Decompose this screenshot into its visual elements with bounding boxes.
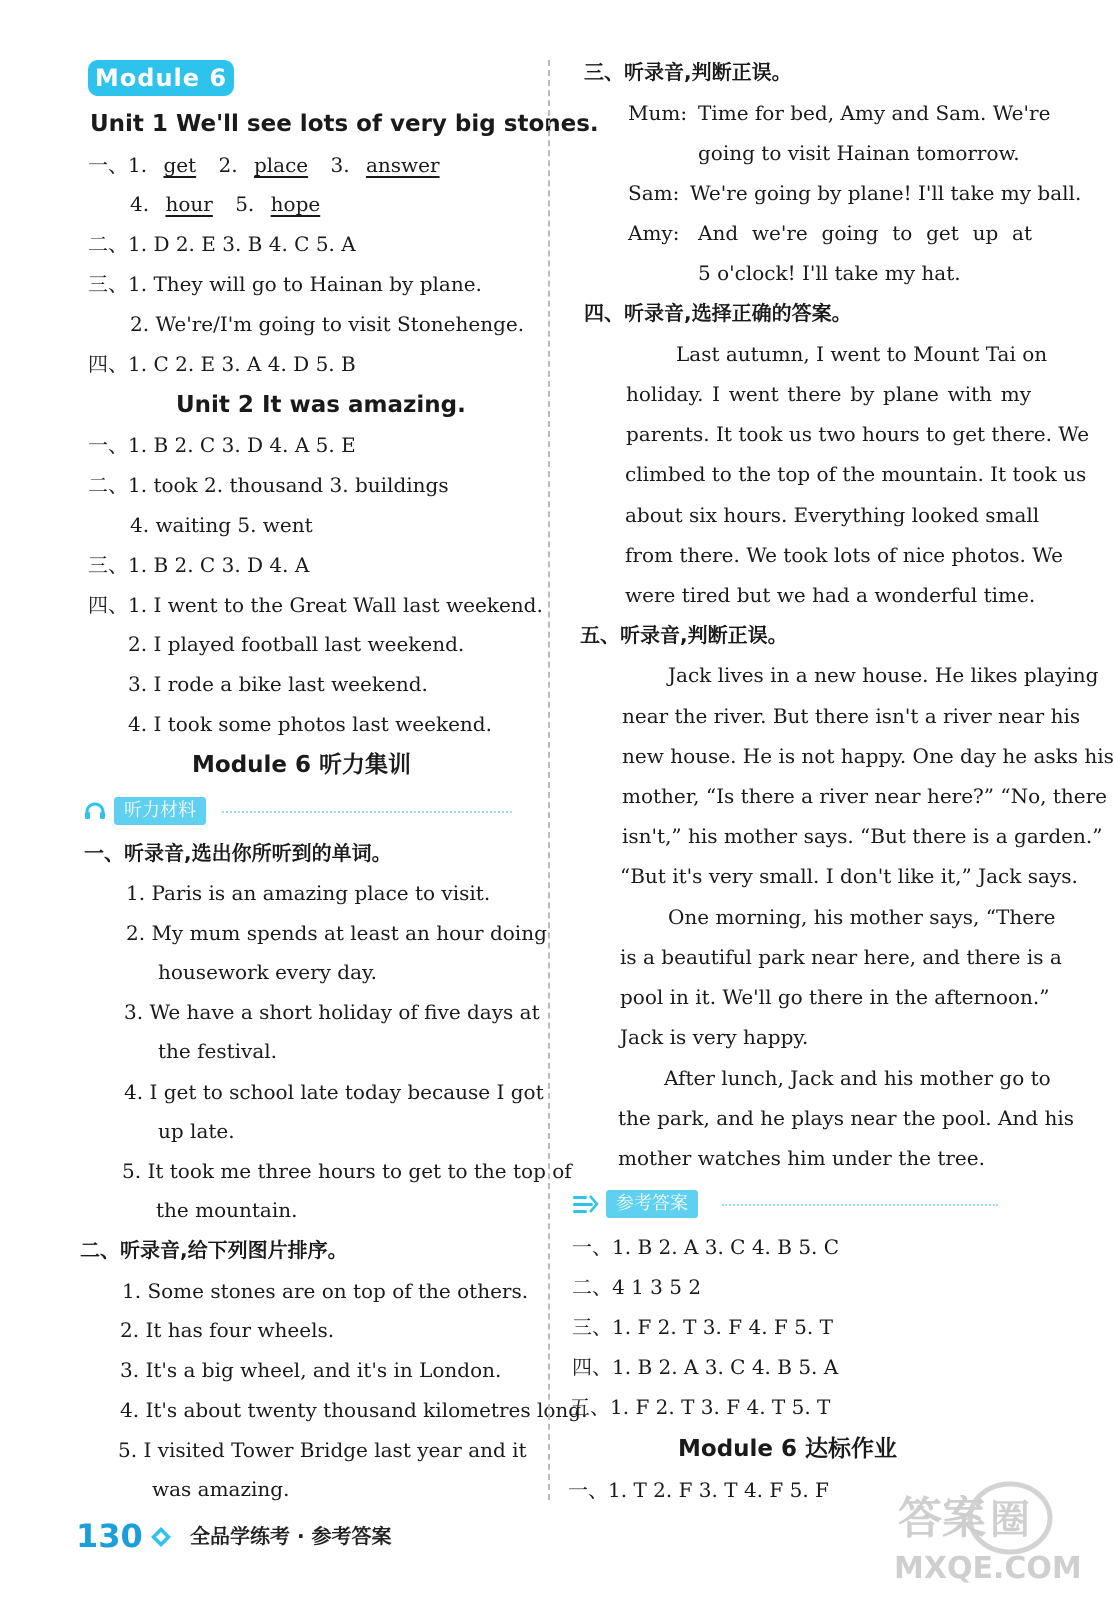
answer-hope: hope [270, 192, 321, 216]
section3-heading: 三、听录音,判断正误。 [584, 60, 792, 84]
u1-line1-lead: 一、1. [88, 153, 148, 177]
homework-answers-part1: 一、1. T 2. F 3. T 4. F 5. F [568, 1478, 829, 1502]
p5-line7: One morning, his mother says, “There [668, 905, 1056, 929]
section4-heading: 四、听录音,选择正确的答案。 [584, 301, 852, 325]
dialog-mum-line1: Time for bed, Amy and Sam. We're [698, 101, 1051, 125]
p4-line4: climbed to the top of the mountain. It took us [625, 462, 1087, 486]
dialog-speaker-amy: Amy: [628, 221, 680, 245]
p5-line13: mother watches him under the tree. [618, 1146, 985, 1170]
s1-item5b: the mountain. [156, 1198, 298, 1222]
s2-item3: 3. It's a big wheel, and it's in London. [120, 1358, 502, 1382]
answers-part2: 二、4 1 3 5 2 [572, 1275, 702, 1299]
p4-line2: holiday. I went there by plane with my [626, 382, 1031, 406]
dialog-amy-line1: And we're going to get up at [698, 221, 1032, 245]
p5-line12: the park, and he plays near the pool. And his [618, 1106, 1075, 1130]
answer-place: place [253, 153, 309, 177]
s2-item4: 4. It's about twenty thousand kilometres long. [120, 1398, 588, 1422]
p4-line5: about six hours. Everything looked small [625, 503, 1040, 527]
answer-get: get [163, 153, 197, 177]
u1-line5: 2. We're/I'm going to visit Stonehenge. [130, 312, 525, 336]
u1-line4: 三、1. They will go to Hainan by plane. [88, 272, 482, 296]
u2-line2: 二、1. took 2. thousand 3. buildings [88, 473, 449, 497]
p5-line10: Jack is very happy. [620, 1025, 809, 1049]
section5-heading: 五、听录音,判断正误。 [580, 623, 788, 647]
p4-line1: Last autumn, I went to Mount Tai on [676, 342, 1048, 366]
answers-part4: 四、1. B 2. A 3. C 4. B 5. A [572, 1355, 839, 1379]
dotted-rule [222, 811, 512, 813]
s1-item4a: 4. I get to school late today because I got [124, 1080, 544, 1104]
u2-line4: 三、1. B 2. C 3. D 4. A [88, 553, 310, 577]
u2-line5: 四、1. I went to the Great Wall last weekend. [88, 593, 543, 617]
diamond-icon [150, 1526, 172, 1548]
dotted-rule [722, 1204, 998, 1206]
p5-line8: is a beautiful park near here, and there is a [620, 945, 1062, 969]
num-5: 5. [235, 192, 255, 216]
s2-item5b: was amazing. [152, 1477, 290, 1501]
u2-line6: 2. I played football last weekend. [128, 632, 465, 656]
section1-heading: 一、听录音,选出你所听到的单词。 [84, 841, 392, 865]
page-number: 130 [76, 1517, 143, 1555]
s1-item3b: the festival. [158, 1039, 278, 1063]
svg-text:答案: 答案 [898, 1493, 986, 1544]
dialog-amy-line2: 5 o'clock! I'll take my hat. [698, 261, 961, 285]
homework-section-title: Module 6 达标作业 [678, 1436, 898, 1462]
listening-section-title: Module 6 听力集训 [192, 752, 412, 778]
headphones-icon [84, 802, 106, 820]
u2-line8: 4. I took some photos last weekend. [128, 712, 492, 736]
reference-answer-tag: 参考答案 [606, 1190, 698, 1218]
s1-item2b: housework every day. [158, 960, 378, 984]
unit2-title: Unit 2 It was amazing. [176, 392, 466, 418]
u1-line2 [130, 192, 320, 216]
p5-line5: isn't,” his mother says. “But there is a garden.” [622, 824, 1103, 848]
module-badge: Module 6 [88, 60, 234, 96]
p5-line1: Jack lives in a new house. He likes playing [668, 663, 1099, 687]
p4-line7: were tired but we had a wonderful time. [625, 583, 1036, 607]
u2-line1: 一、1. B 2. C 3. D 4. A 5. E [88, 433, 356, 457]
s1-item4b: up late. [158, 1119, 235, 1143]
p4-line6: from there. We took lots of nice photos. We [625, 543, 1064, 567]
dialog-speaker-mum: Mum: [628, 101, 688, 125]
p5-line3: new house. He is not happy. One day he asks his [622, 744, 1114, 768]
book-title: 全品学练考 · 参考答案 [190, 1524, 392, 1548]
dialog-speaker-sam: Sam: [628, 181, 680, 205]
svg-text:圈: 圈 [990, 1497, 1030, 1543]
s1-item3a: 3. We have a short holiday of five days at [124, 1000, 540, 1024]
p5-line2: near the river. But there isn't a river near his [622, 704, 1081, 728]
p5-line11: After lunch, Jack and his mother go to [664, 1066, 1051, 1090]
num-3: 3. [330, 153, 350, 177]
p4-line3: parents. It took us two hours to get there. We [626, 422, 1090, 446]
listening-material-tag: 听力材料 [114, 797, 206, 825]
s2-item2: 2. It has four wheels. [120, 1318, 335, 1342]
watermark-logo [890, 1478, 1082, 1588]
u1-line3: 二、1. D 2. E 3. B 4. C 5. A [88, 232, 356, 256]
answer-answer: answer [365, 153, 440, 177]
dialog-sam-line1: We're going by plane! I'll take my ball. [690, 181, 1082, 205]
u2-line7: 3. I rode a bike last weekend. [128, 672, 428, 696]
s1-item1: 1. Paris is an amazing place to visit. [126, 881, 491, 905]
u2-line3: 4. waiting 5. went [130, 513, 313, 537]
column-divider [548, 60, 550, 1500]
unit1-title: Unit 1 We'll see lots of very big stones. [90, 111, 599, 137]
s2-item5a: 5. I visited Tower Bridge last year and it [118, 1438, 527, 1462]
answers-part5: 五、1. F 2. T 3. F 4. T 5. T [570, 1395, 831, 1419]
s1-item5a: 5. It took me three hours to get to the top of [122, 1159, 572, 1183]
p5-line4: mother, “Is there a river near here?” “No, there [622, 784, 1107, 808]
p5-line6: “But it's very small. I don't like it,” Jack says. [620, 864, 1078, 888]
u1-line6: 四、1. C 2. E 3. A 4. D 5. B [88, 352, 356, 376]
p5-line9: pool in it. We'll go there in the afternoon.” [620, 985, 1050, 1009]
answers-part3: 三、1. F 2. T 3. F 4. F 5. T [572, 1315, 833, 1339]
section2-heading: 二、听录音,给下列图片排序。 [80, 1238, 348, 1262]
num-2: 2. [218, 153, 238, 177]
answers-part1: 一、1. B 2. A 3. C 4. B 5. C [572, 1235, 840, 1259]
s2-item1: 1. Some stones are on top of the others. [122, 1279, 529, 1303]
u1-line1 [88, 153, 440, 177]
dialog-mum-line2: going to visit Hainan tomorrow. [698, 141, 1020, 165]
num-4: 4. [130, 192, 150, 216]
s1-item2a: 2. My mum spends at least an hour doing [126, 921, 547, 945]
svg-text:MXQE.COM: MXQE.COM [894, 1551, 1082, 1586]
answer-list-icon [572, 1193, 598, 1215]
answer-hour: hour [165, 192, 213, 216]
